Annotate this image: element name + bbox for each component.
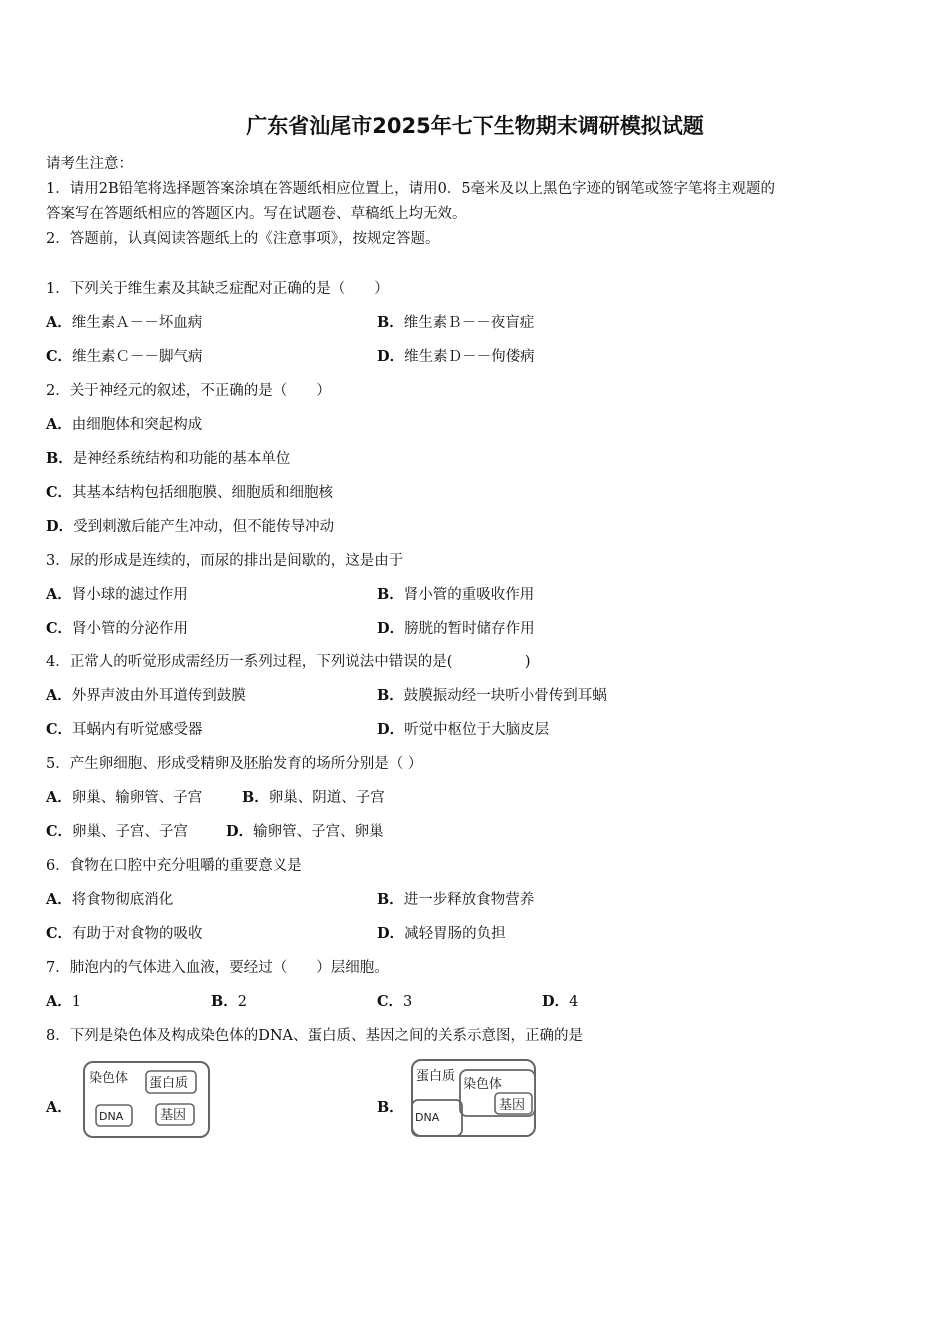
question-6-option-b: B．进一步释放食物营养 [377, 891, 535, 908]
question-2-option-a: A．由细胞体和突起构成 [46, 416, 203, 433]
page-title: 广东省汕尾市2025年七下生物期末调研模拟试题 [246, 114, 704, 138]
question-2-option-c: C．其基本结构包括细胞膜、细胞质和细胞核 [46, 484, 334, 501]
question-8-option-b: B． [377, 1099, 404, 1116]
question-4-stem: 4．正常人的听觉形成需经历一系列过程，下列说法中错误的是( ) [46, 654, 531, 670]
diagram-a-protein-label: 蛋白质 [149, 1076, 189, 1091]
question-7-option-b: B．2 [211, 993, 247, 1010]
question-5-option-a: A．卵巢、输卵管、子宫 [46, 789, 203, 806]
diagram-a-chromosome-label: 染色体 [89, 1071, 129, 1086]
diagram-b [410, 1058, 540, 1140]
question-1-stem: 1．下列关于维生素及其缺乏症配对正确的是（ ） [46, 281, 389, 297]
question-4-option-a: A．外界声波由外耳道传到鼓膜 [46, 687, 246, 704]
question-4-option-c: C．耳蜗内有听觉感受器 [46, 721, 203, 738]
question-2-stem: 2．关于神经元的叙述，不正确的是（ ） [46, 383, 331, 399]
question-1-option-d: D．维生素Ｄ－－佝偻病 [377, 348, 535, 365]
question-3-stem: 3．尿的形成是连续的，而尿的排出是间歇的，这是由于 [46, 553, 404, 569]
question-7-option-a: A．1 [46, 993, 81, 1010]
question-5-stem: 5．产生卵细胞、形成受精卵及胚胎发育的场所分别是（ ） [46, 756, 423, 772]
diagram-a-gene-label: 基因 [160, 1108, 187, 1123]
notice-line-3: 2．答题前，认真阅读答题纸上的《注意事项》，按规定答题。 [46, 231, 440, 247]
question-3-option-b: B．肾小管的重吸收作用 [377, 586, 535, 603]
notice-line-2: 答案写在答题纸相应的答题区内。写在试题卷、草稿纸上均无效。 [46, 206, 467, 222]
notice-line-1: 1．请用2B铅笔将选择题答案涂填在答题纸相应位置上，请用0．5毫米及以上黑色字迹的钢笔或签字笔将主观题的 [46, 181, 776, 197]
question-1-option-a: A．维生素Ａ－－坏血病 [46, 314, 203, 331]
question-6-stem: 6．食物在口腔中充分咀嚼的重要意义是 [46, 858, 302, 874]
diagram-b-dna-label: DNA [415, 1111, 440, 1124]
question-6-option-a: A．将食物彻底消化 [46, 891, 174, 908]
question-6-option-c: C．有助于对食物的吸收 [46, 925, 203, 942]
diagram-a [82, 1060, 212, 1140]
question-6-option-d: D．减轻胃肠的负担 [377, 925, 506, 942]
question-3-option-a: A．肾小球的滤过作用 [46, 586, 188, 603]
question-5-option-d: D．输卵管、子宫、卵巢 [226, 823, 384, 840]
question-2-option-d: D．受到刺激后能产生冲动，但不能传导冲动 [46, 518, 335, 535]
diagram-a-dna-label: DNA [99, 1110, 124, 1123]
notice-heading: 请考生注意： [46, 156, 133, 172]
question-8-option-a: A． [46, 1099, 72, 1116]
question-7-option-c: C．3 [377, 993, 413, 1010]
question-4-option-b: B．鼓膜振动经一块听小骨传到耳蜗 [377, 687, 607, 704]
question-7-stem: 7．肺泡内的气体进入血液，要经过（ ）层细胞。 [46, 960, 389, 976]
question-3-option-d: D．膀胱的暂时储存作用 [377, 620, 535, 637]
question-3-option-c: C．肾小管的分泌作用 [46, 620, 189, 637]
question-2-option-b: B．是神经系统结构和功能的基本单位 [46, 450, 291, 467]
diagram-b-protein-label: 蛋白质 [416, 1069, 456, 1084]
question-1-option-c: C．维生素Ｃ－－脚气病 [46, 348, 203, 365]
diagram-b-chromosome-label: 染色体 [463, 1077, 503, 1092]
question-4-option-d: D．听觉中枢位于大脑皮层 [377, 721, 550, 738]
question-7-option-d: D．4 [542, 993, 579, 1010]
question-1-option-b: B．维生素Ｂ－－夜盲症 [377, 314, 535, 331]
diagram-b-gene-label: 基因 [499, 1098, 526, 1113]
question-5-option-b: B．卵巢、阴道、子宫 [242, 789, 385, 806]
question-5-option-c: C．卵巢、子宫、子宫 [46, 823, 189, 840]
question-8-stem: 8．下列是染色体及构成染色体的DNA、蛋白质、基因之间的关系示意图，正确的是 [46, 1028, 584, 1044]
